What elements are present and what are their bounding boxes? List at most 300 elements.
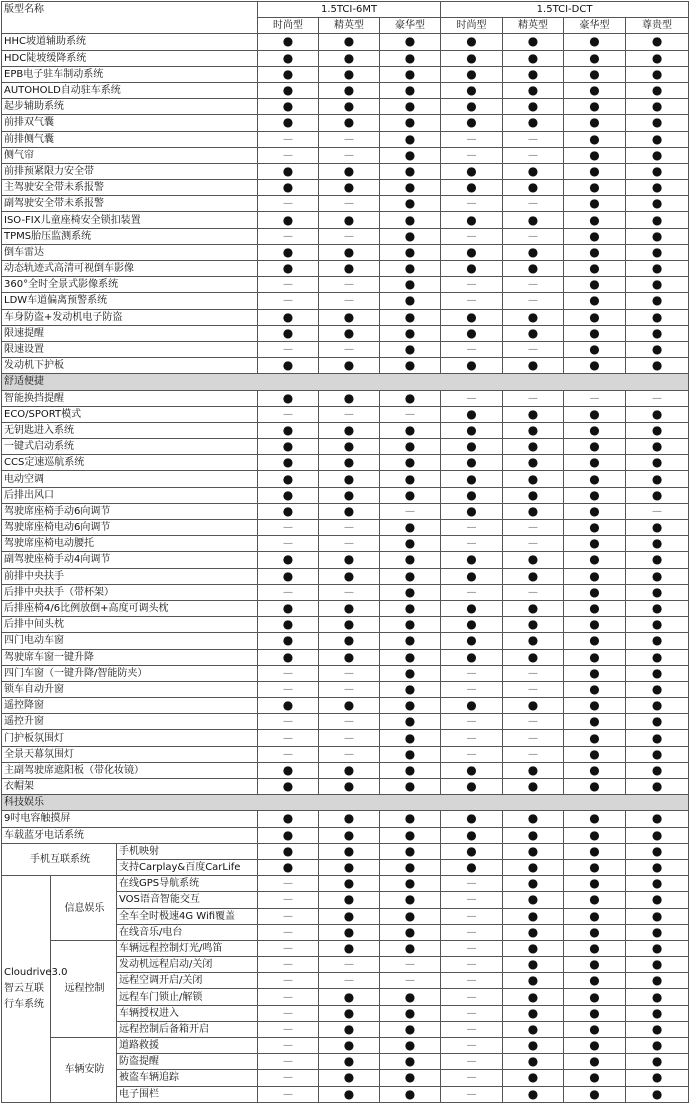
feature-row	[2, 244, 689, 260]
standard-mark: ●	[380, 163, 441, 179]
standard-mark: ●	[626, 600, 689, 616]
standard-mark: ●	[319, 82, 380, 98]
standard-mark: ●	[319, 908, 380, 924]
not-available-mark: —	[258, 584, 319, 600]
standard-mark: ●	[564, 163, 626, 179]
not-available-mark: —	[258, 730, 319, 746]
not-available-mark: —	[564, 390, 626, 406]
feature-name: 驾驶席座椅手动6向调节	[2, 503, 258, 519]
standard-mark: ●	[319, 261, 380, 277]
standard-mark: ●	[319, 99, 380, 115]
feature-row	[2, 358, 689, 374]
standard-mark: ●	[503, 1054, 564, 1070]
standard-mark: ●	[258, 390, 319, 406]
standard-mark: ●	[319, 876, 380, 892]
sub-feature-name: 远程控制后备箱开启	[117, 1021, 258, 1037]
standard-mark: ●	[441, 439, 503, 455]
standard-mark: ●	[626, 212, 689, 228]
standard-mark: ●	[319, 859, 380, 875]
standard-mark: ●	[626, 520, 689, 536]
standard-mark: ●	[564, 957, 626, 973]
standard-mark: ●	[564, 358, 626, 374]
feature-name: 一键式启动系统	[2, 439, 258, 455]
standard-mark: ●	[564, 681, 626, 697]
standard-mark: ●	[441, 180, 503, 196]
not-available-mark: —	[441, 892, 503, 908]
standard-mark: ●	[503, 617, 564, 633]
standard-mark: ●	[564, 811, 626, 827]
standard-mark: ●	[503, 762, 564, 778]
standard-mark: ●	[258, 180, 319, 196]
standard-mark: ●	[380, 989, 441, 1005]
feature-row	[2, 277, 689, 293]
standard-mark: ●	[441, 455, 503, 471]
standard-mark: ●	[319, 309, 380, 325]
standard-mark: ●	[503, 261, 564, 277]
not-available-mark: —	[319, 131, 380, 147]
standard-mark: ●	[626, 633, 689, 649]
not-available-mark: —	[380, 957, 441, 973]
feature-name: ECO/SPORT模式	[2, 406, 258, 422]
trim-header: 时尚型	[258, 18, 319, 34]
standard-mark: ●	[626, 228, 689, 244]
standard-mark: ●	[380, 908, 441, 924]
not-available-mark: —	[441, 390, 503, 406]
standard-mark: ●	[626, 843, 689, 859]
standard-mark: ●	[380, 390, 441, 406]
sub-feature-name: 电子围栏	[117, 1086, 258, 1102]
standard-mark: ●	[626, 131, 689, 147]
not-available-mark: —	[319, 973, 380, 989]
feature-row	[2, 503, 689, 519]
standard-mark: ●	[380, 779, 441, 795]
standard-mark: ●	[503, 811, 564, 827]
sub-feature-name: 车辆授权进入	[117, 1005, 258, 1021]
not-available-mark: —	[626, 390, 689, 406]
standard-mark: ●	[380, 876, 441, 892]
standard-mark: ●	[626, 277, 689, 293]
standard-mark: ●	[319, 1054, 380, 1070]
standard-mark: ●	[564, 325, 626, 341]
feature-name: 衣帽架	[2, 779, 258, 795]
trim-header: 精英型	[503, 18, 564, 34]
standard-mark: ●	[564, 99, 626, 115]
not-available-mark: —	[258, 341, 319, 357]
standard-mark: ●	[380, 341, 441, 357]
not-available-mark: —	[441, 957, 503, 973]
standard-mark: ●	[319, 924, 380, 940]
standard-mark: ●	[319, 649, 380, 665]
not-available-mark: —	[258, 1054, 319, 1070]
standard-mark: ●	[441, 163, 503, 179]
feature-name: 限速设置	[2, 341, 258, 357]
sub-feature-row	[2, 876, 689, 892]
feature-row	[2, 698, 689, 714]
standard-mark: ●	[319, 1038, 380, 1054]
feature-name: HHC坡道辅助系统	[2, 34, 258, 50]
feature-name: 9吋电容触摸屏	[2, 811, 258, 827]
feature-row	[2, 746, 689, 762]
feature-name: 倒车雷达	[2, 244, 258, 260]
standard-mark: ●	[503, 600, 564, 616]
standard-mark: ●	[380, 66, 441, 82]
standard-mark: ●	[441, 552, 503, 568]
standard-mark: ●	[626, 422, 689, 438]
standard-mark: ●	[626, 681, 689, 697]
standard-mark: ●	[319, 1070, 380, 1086]
standard-mark: ●	[441, 617, 503, 633]
standard-mark: ●	[441, 325, 503, 341]
not-available-mark: —	[441, 196, 503, 212]
feature-name: 智能换挡提醒	[2, 390, 258, 406]
standard-mark: ●	[319, 940, 380, 956]
standard-mark: ●	[564, 406, 626, 422]
standard-mark: ●	[626, 924, 689, 940]
standard-mark: ●	[564, 277, 626, 293]
not-available-mark: —	[441, 681, 503, 697]
standard-mark: ●	[503, 422, 564, 438]
standard-mark: ●	[380, 358, 441, 374]
not-available-mark: —	[258, 228, 319, 244]
standard-mark: ●	[319, 439, 380, 455]
standard-mark: ●	[503, 115, 564, 131]
standard-mark: ●	[319, 633, 380, 649]
feature-row	[2, 34, 689, 50]
not-available-mark: —	[319, 714, 380, 730]
feature-name: 四门车窗（一键升降/智能防夹）	[2, 665, 258, 681]
trim-header: 尊贵型	[626, 18, 689, 34]
standard-mark: ●	[503, 82, 564, 98]
standard-mark: ●	[380, 487, 441, 503]
standard-mark: ●	[380, 520, 441, 536]
not-available-mark: —	[503, 730, 564, 746]
group-phone-connect: 手机互联系统	[2, 843, 117, 875]
standard-mark: ●	[258, 261, 319, 277]
feature-row	[2, 50, 689, 66]
standard-mark: ●	[319, 827, 380, 843]
feature-row	[2, 293, 689, 309]
standard-mark: ●	[319, 1021, 380, 1037]
standard-mark: ●	[564, 940, 626, 956]
standard-mark: ●	[441, 261, 503, 277]
standard-mark: ●	[564, 649, 626, 665]
standard-mark: ●	[258, 827, 319, 843]
standard-mark: ●	[258, 568, 319, 584]
standard-mark: ●	[380, 892, 441, 908]
standard-mark: ●	[503, 1070, 564, 1086]
standard-mark: ●	[564, 228, 626, 244]
standard-mark: ●	[258, 600, 319, 616]
standard-mark: ●	[258, 487, 319, 503]
not-available-mark: —	[503, 147, 564, 163]
standard-mark: ●	[319, 66, 380, 82]
feature-name: ISO-FIX儿童座椅安全锁扣装置	[2, 212, 258, 228]
not-available-mark: —	[319, 730, 380, 746]
standard-mark: ●	[564, 50, 626, 66]
standard-mark: ●	[564, 633, 626, 649]
standard-mark: ●	[503, 859, 564, 875]
standard-mark: ●	[258, 82, 319, 98]
standard-mark: ●	[319, 325, 380, 341]
sub-feature-name: 全车全时极速4G Wifi覆盖	[117, 908, 258, 924]
standard-mark: ●	[564, 115, 626, 131]
standard-mark: ●	[626, 439, 689, 455]
standard-mark: ●	[319, 212, 380, 228]
not-available-mark: —	[380, 406, 441, 422]
standard-mark: ●	[380, 439, 441, 455]
standard-mark: ●	[626, 1038, 689, 1054]
standard-mark: ●	[564, 779, 626, 795]
feature-row	[2, 163, 689, 179]
standard-mark: ●	[564, 1005, 626, 1021]
group-infotainment: 信息娱乐	[51, 876, 117, 941]
standard-mark: ●	[441, 568, 503, 584]
standard-mark: ●	[626, 50, 689, 66]
standard-mark: ●	[503, 1086, 564, 1102]
standard-mark: ●	[441, 811, 503, 827]
not-available-mark: —	[441, 131, 503, 147]
not-available-mark: —	[258, 293, 319, 309]
standard-mark: ●	[380, 277, 441, 293]
standard-mark: ●	[626, 908, 689, 924]
section-row	[2, 374, 689, 390]
standard-mark: ●	[380, 1054, 441, 1070]
standard-mark: ●	[503, 973, 564, 989]
standard-mark: ●	[380, 714, 441, 730]
feature-name: 360°全时全景式影像系统	[2, 277, 258, 293]
not-available-mark: —	[503, 746, 564, 762]
standard-mark: ●	[626, 957, 689, 973]
standard-mark: ●	[626, 779, 689, 795]
standard-mark: ●	[380, 665, 441, 681]
standard-mark: ●	[380, 244, 441, 260]
standard-mark: ●	[380, 147, 441, 163]
sub-feature-row	[2, 1038, 689, 1054]
standard-mark: ●	[319, 115, 380, 131]
standard-mark: ●	[380, 940, 441, 956]
not-available-mark: —	[441, 584, 503, 600]
standard-mark: ●	[626, 730, 689, 746]
standard-mark: ●	[503, 843, 564, 859]
spec-table	[1, 1, 689, 1103]
standard-mark: ●	[380, 82, 441, 98]
group-vehicle-security: 车辆安防	[51, 1038, 117, 1103]
not-available-mark: —	[258, 406, 319, 422]
not-available-mark: —	[319, 536, 380, 552]
standard-mark: ●	[258, 115, 319, 131]
standard-mark: ●	[380, 115, 441, 131]
sub-feature-name: 道路救援	[117, 1038, 258, 1054]
standard-mark: ●	[626, 827, 689, 843]
standard-mark: ●	[503, 924, 564, 940]
feature-row	[2, 180, 689, 196]
not-available-mark: —	[319, 277, 380, 293]
feature-name: 前排预紧限力安全带	[2, 163, 258, 179]
feature-name: 前排双气囊	[2, 115, 258, 131]
not-available-mark: —	[380, 503, 441, 519]
feature-name: 车载蓝牙电话系统	[2, 827, 258, 843]
standard-mark: ●	[626, 82, 689, 98]
feature-name: 后排中央扶手（带杯架）	[2, 584, 258, 600]
standard-mark: ●	[626, 811, 689, 827]
standard-mark: ●	[380, 1070, 441, 1086]
not-available-mark: —	[441, 714, 503, 730]
standard-mark: ●	[319, 1005, 380, 1021]
not-available-mark: —	[503, 277, 564, 293]
standard-mark: ●	[564, 212, 626, 228]
standard-mark: ●	[258, 779, 319, 795]
feature-row	[2, 439, 689, 455]
feature-row	[2, 422, 689, 438]
sub-feature-name: 远程空调开启/关闭	[117, 973, 258, 989]
standard-mark: ●	[441, 50, 503, 66]
feature-row	[2, 471, 689, 487]
standard-mark: ●	[258, 859, 319, 875]
standard-mark: ●	[503, 325, 564, 341]
standard-mark: ●	[441, 827, 503, 843]
standard-mark: ●	[380, 811, 441, 827]
not-available-mark: —	[319, 147, 380, 163]
standard-mark: ●	[503, 633, 564, 649]
standard-mark: ●	[380, 1021, 441, 1037]
feature-name: 无钥匙进入系统	[2, 422, 258, 438]
not-available-mark: —	[503, 536, 564, 552]
standard-mark: ●	[626, 552, 689, 568]
standard-mark: ●	[503, 406, 564, 422]
standard-mark: ●	[626, 762, 689, 778]
standard-mark: ●	[258, 50, 319, 66]
standard-mark: ●	[626, 163, 689, 179]
feature-row	[2, 228, 689, 244]
feature-row	[2, 665, 689, 681]
standard-mark: ●	[564, 341, 626, 357]
standard-mark: ●	[380, 843, 441, 859]
not-available-mark: —	[441, 746, 503, 762]
not-available-mark: —	[441, 341, 503, 357]
sub-feature-name: 发动机远程启动/关闭	[117, 957, 258, 973]
feature-name: 前排侧气囊	[2, 131, 258, 147]
standard-mark: ●	[626, 568, 689, 584]
not-available-mark: —	[503, 714, 564, 730]
standard-mark: ●	[441, 66, 503, 82]
standard-mark: ●	[380, 746, 441, 762]
standard-mark: ●	[441, 633, 503, 649]
feature-name: 锁车自动升窗	[2, 681, 258, 697]
standard-mark: ●	[626, 341, 689, 357]
not-available-mark: —	[441, 293, 503, 309]
standard-mark: ●	[626, 1054, 689, 1070]
not-available-mark: —	[319, 406, 380, 422]
sub-feature-name: 远程车门锁止/解锁	[117, 989, 258, 1005]
feature-name: 电动空调	[2, 471, 258, 487]
not-available-mark: —	[258, 746, 319, 762]
standard-mark: ●	[564, 196, 626, 212]
not-available-mark: —	[319, 196, 380, 212]
not-available-mark: —	[441, 520, 503, 536]
standard-mark: ●	[564, 617, 626, 633]
not-available-mark: —	[258, 989, 319, 1005]
not-available-mark: —	[319, 681, 380, 697]
standard-mark: ●	[564, 487, 626, 503]
standard-mark: ●	[626, 1005, 689, 1021]
standard-mark: ●	[441, 779, 503, 795]
not-available-mark: —	[258, 536, 319, 552]
standard-mark: ●	[380, 455, 441, 471]
not-available-mark: —	[258, 892, 319, 908]
standard-mark: ●	[564, 698, 626, 714]
standard-mark: ●	[380, 50, 441, 66]
standard-mark: ●	[380, 730, 441, 746]
standard-mark: ●	[564, 261, 626, 277]
not-available-mark: —	[441, 989, 503, 1005]
not-available-mark: —	[319, 293, 380, 309]
feature-row	[2, 552, 689, 568]
standard-mark: ●	[564, 1038, 626, 1054]
standard-mark: ●	[258, 244, 319, 260]
standard-mark: ●	[564, 503, 626, 519]
standard-mark: ●	[441, 487, 503, 503]
standard-mark: ●	[626, 746, 689, 762]
feature-row	[2, 325, 689, 341]
feature-row	[2, 649, 689, 665]
not-available-mark: —	[319, 746, 380, 762]
standard-mark: ●	[503, 876, 564, 892]
standard-mark: ●	[626, 180, 689, 196]
group-cloudrive: Cloudrive3.0智云互联行车系统	[2, 876, 51, 1103]
standard-mark: ●	[319, 358, 380, 374]
trim-header: 豪华型	[564, 18, 626, 34]
standard-mark: ●	[564, 1086, 626, 1102]
standard-mark: ●	[503, 309, 564, 325]
feature-row	[2, 261, 689, 277]
not-available-mark: —	[258, 1070, 319, 1086]
standard-mark: ●	[319, 989, 380, 1005]
not-available-mark: —	[258, 277, 319, 293]
standard-mark: ●	[319, 779, 380, 795]
standard-mark: ●	[626, 1021, 689, 1037]
standard-mark: ●	[258, 552, 319, 568]
standard-mark: ●	[626, 358, 689, 374]
not-available-mark: —	[380, 973, 441, 989]
standard-mark: ●	[564, 908, 626, 924]
standard-mark: ●	[503, 649, 564, 665]
standard-mark: ●	[626, 940, 689, 956]
not-available-mark: —	[258, 665, 319, 681]
standard-mark: ●	[626, 244, 689, 260]
feature-name: 前排中央扶手	[2, 568, 258, 584]
not-available-mark: —	[258, 714, 319, 730]
standard-mark: ●	[380, 649, 441, 665]
standard-mark: ●	[564, 762, 626, 778]
standard-mark: ●	[441, 422, 503, 438]
feature-row	[2, 66, 689, 82]
standard-mark: ●	[258, 843, 319, 859]
not-available-mark: —	[319, 228, 380, 244]
not-available-mark: —	[441, 277, 503, 293]
standard-mark: ●	[319, 762, 380, 778]
not-available-mark: —	[258, 681, 319, 697]
feature-name: 副驾驶座椅手动4向调节	[2, 552, 258, 568]
standard-mark: ●	[503, 908, 564, 924]
feature-name: 后排中间头枕	[2, 617, 258, 633]
standard-mark: ●	[319, 471, 380, 487]
feature-row	[2, 82, 689, 98]
standard-mark: ●	[319, 180, 380, 196]
standard-mark: ●	[564, 924, 626, 940]
feature-name: 门护板氛围灯	[2, 730, 258, 746]
not-available-mark: —	[258, 1021, 319, 1037]
standard-mark: ●	[441, 762, 503, 778]
